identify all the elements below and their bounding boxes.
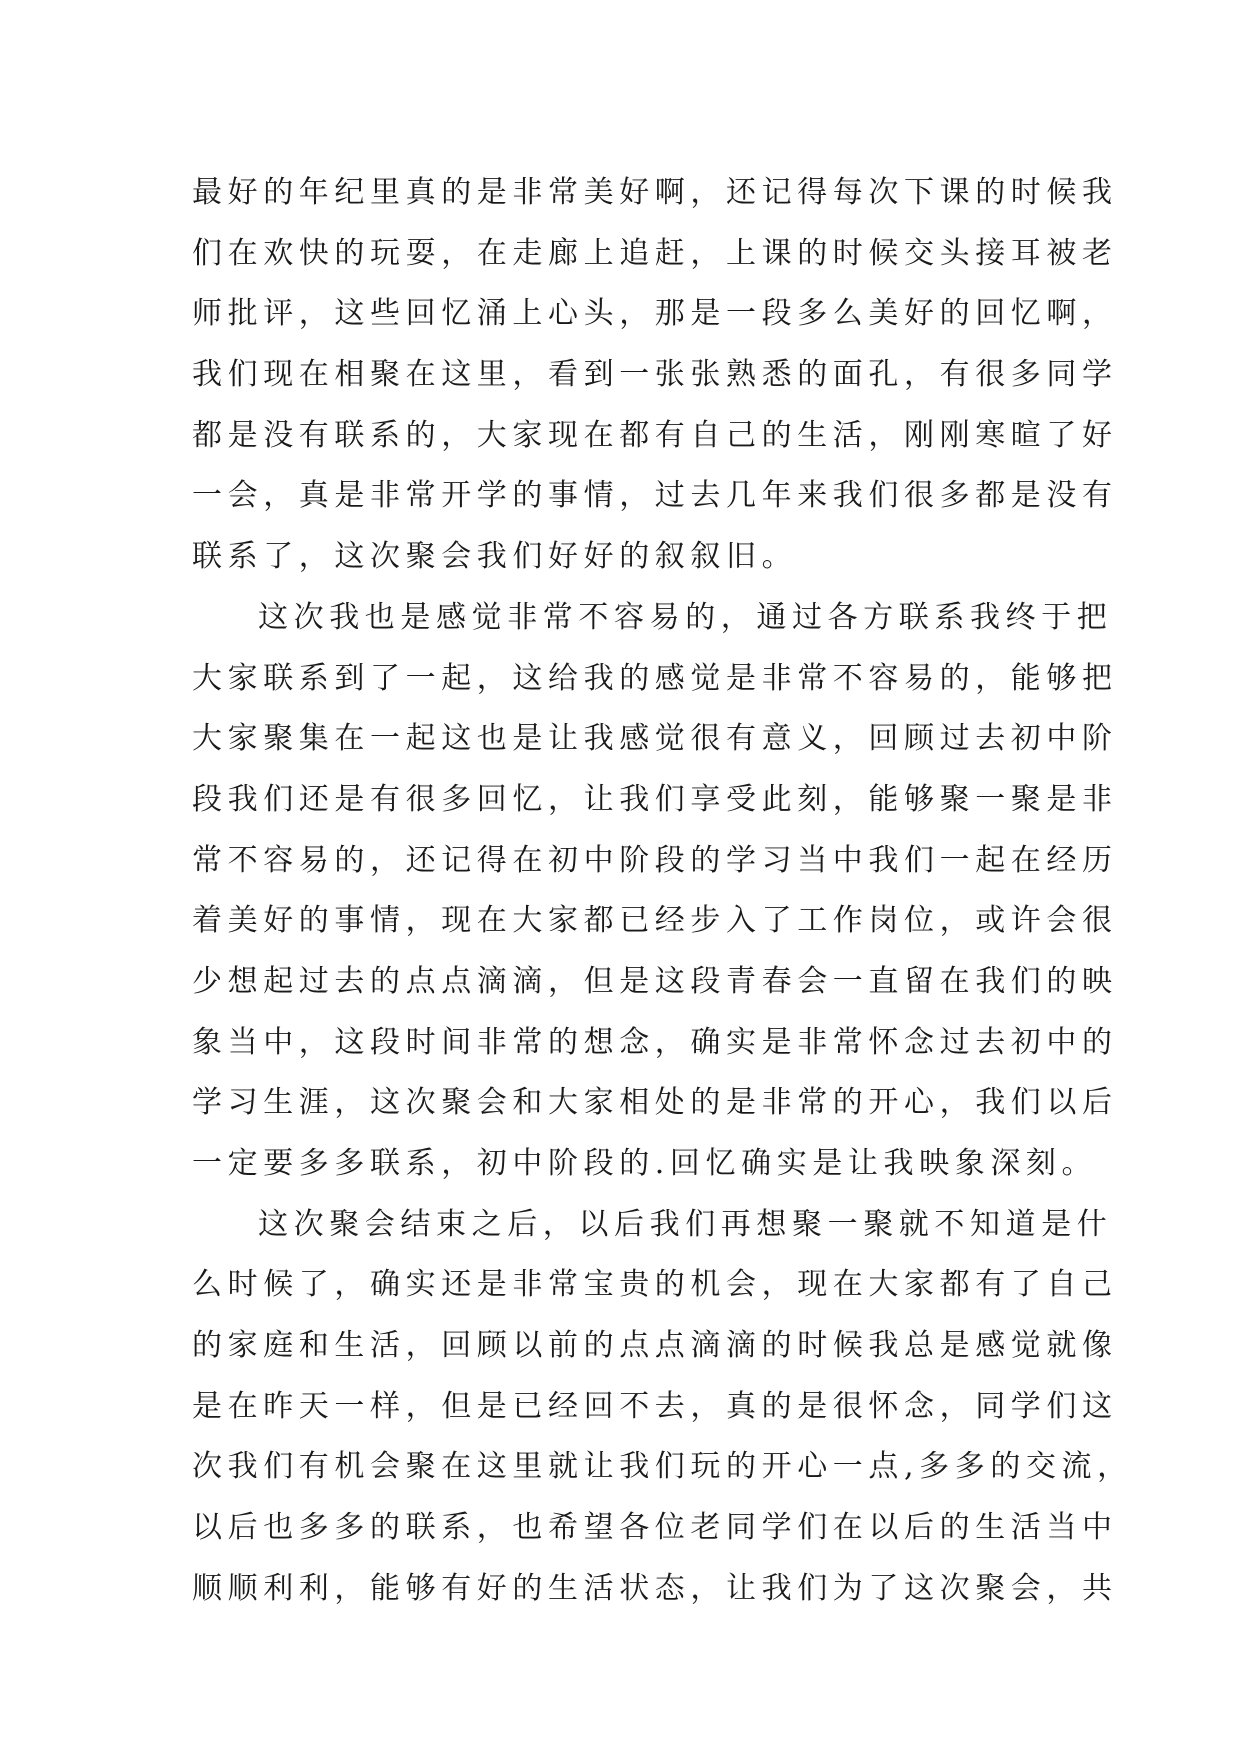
text-line: 段我们还是有很多回忆，让我们享受此刻，能够聚一聚是非 [192,781,1118,817]
text-line: 少想起过去的点点滴滴，但是这段青春会一直留在我们的映 [192,963,1118,999]
document-body [192,163,1133,1620]
text-line: 大家联系到了一起，这给我的感觉是非常不容易的，能够把 [192,660,1118,696]
text-line: 着美好的事情，现在大家都已经步入了工作岗位，或许会很 [192,903,1118,939]
text-line: 学习生涯，这次聚会和大家相处的是非常的开心，我们以后 [192,1085,1118,1121]
text-line: 们在欢快的玩耍，在走廊上追赶，上课的时候交头接耳被老 [192,235,1118,271]
text-line: 的家庭和生活，回顾以前的点点滴滴的时候我总是感觉就像 [192,1328,1118,1364]
paragraph-start-line: 这次我也是感觉非常不容易的，通过各方联系我终于把 [258,599,1113,635]
text-line: 联系了，这次聚会我们好好的叙叙旧。 [192,539,798,575]
text-line: 是在昨天一样，但是已经回不去，真的是很怀念，同学们这 [192,1388,1118,1424]
text-line: 师批评，这些回忆涌上心头，那是一段多么美好的回忆啊， [192,296,1118,332]
text-line: 么时候了，确实还是非常宝贵的机会，现在大家都有了自己 [192,1267,1118,1303]
text-line: 都是没有联系的，大家现在都有自己的生活，刚刚寒暄了好 [192,417,1118,453]
text-line: 我们现在相聚在这里，看到一张张熟悉的面孔，有很多同学 [192,357,1118,393]
text-line: 常不容易的，还记得在初中阶段的学习当中我们一起在经历 [192,842,1118,878]
text-line: 象当中，这段时间非常的想念，确实是非常怀念过去初中的 [192,1024,1118,1060]
text-line: 顺顺利利，能够有好的生活状态，让我们为了这次聚会，共 [192,1570,1118,1606]
paragraph-start-line: 这次聚会结束之后，以后我们再想聚一聚就不知道是什 [258,1206,1113,1242]
text-line: 最好的年纪里真的是非常美好啊，还记得每次下课的时候我 [192,175,1118,210]
text-line: 一会，真是非常开学的事情，过去几年来我们很多都是没有 [192,478,1118,514]
text-line: 次我们有机会聚在这里就让我们玩的开心一点,多多的交流， [192,1449,1133,1485]
text-line: 以后也多多的联系，也希望各位老同学们在以后的生活当中 [192,1510,1118,1546]
text-line: 大家聚集在一起这也是让我感觉很有意义，回顾过去初中阶 [192,721,1118,757]
text-line: 一定要多多联系，初中阶段的.回忆确实是让我映象深刻。 [192,1146,1098,1181]
